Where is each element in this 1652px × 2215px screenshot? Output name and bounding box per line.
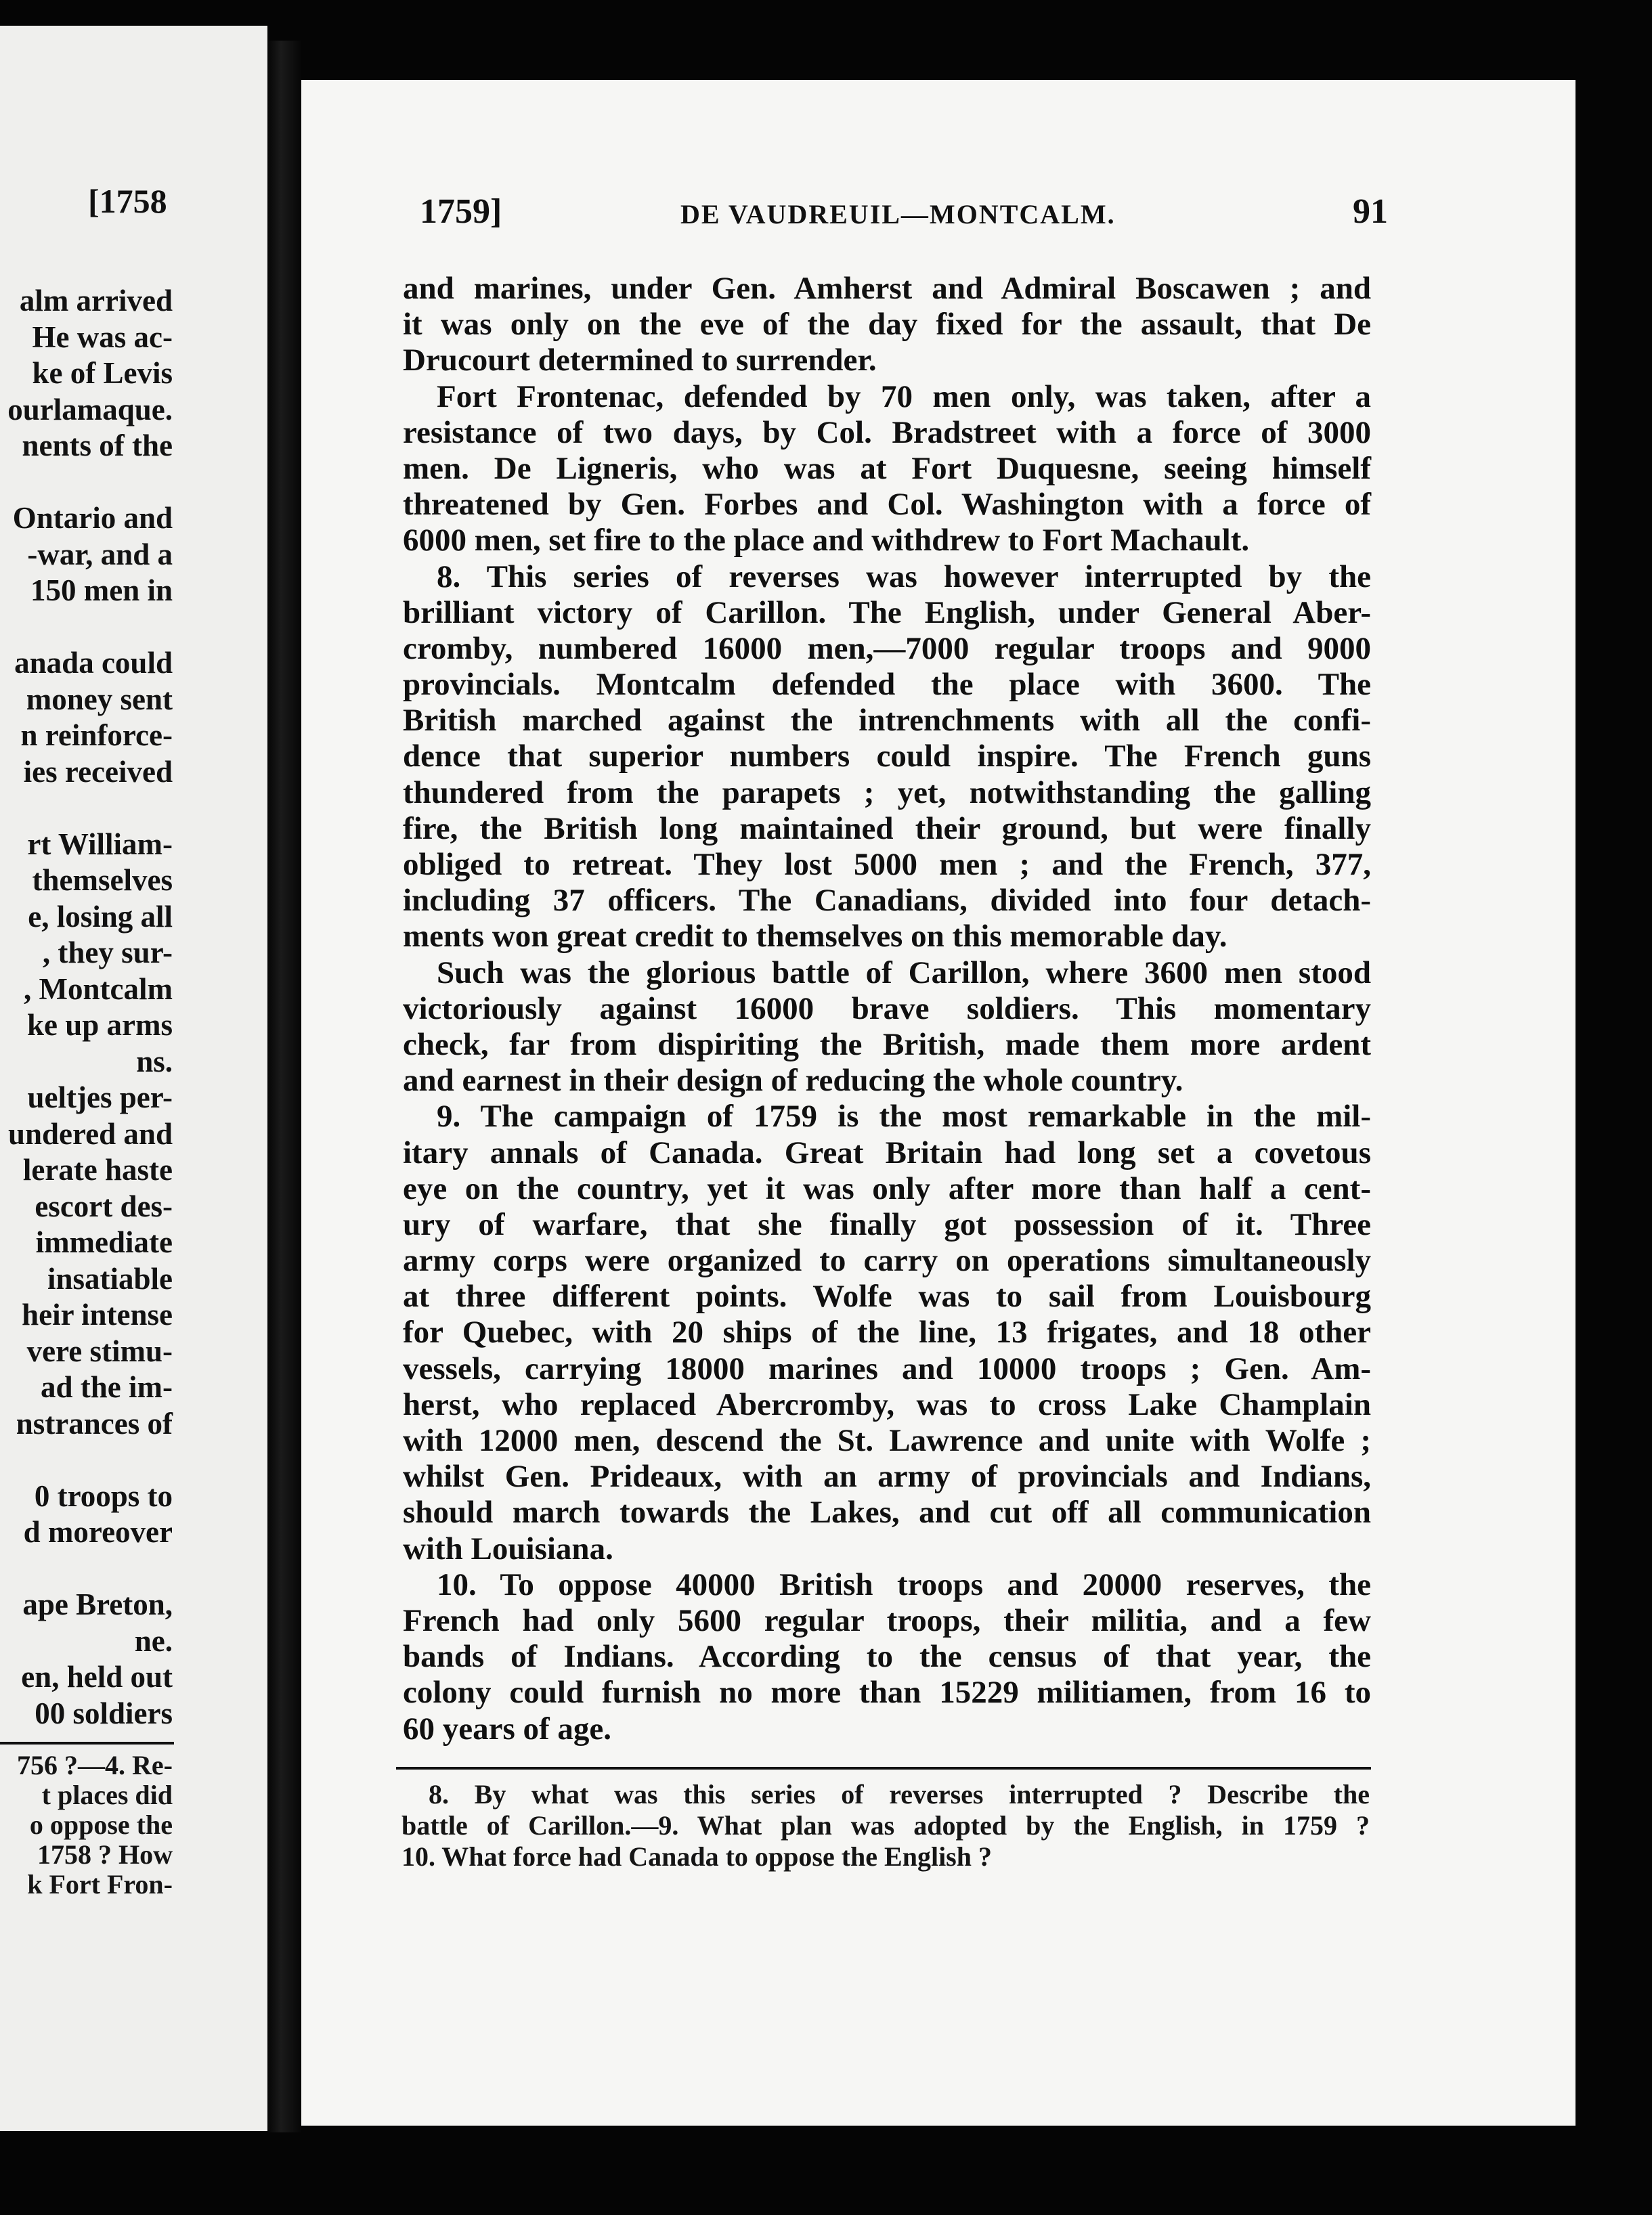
text-line: dence that superior numbers could inspire. The French guns [403,739,1371,774]
previous-page-line: en, held out [21,1660,173,1694]
text-line: herst, who replaced Abercromby, was to cross Lake Champlain [403,1386,1371,1422]
text-line: check, far from dispiriting the British, made them more ardent [403,1026,1371,1062]
question-line: battle of Carillon.—9. What plan was adopted by the English, in 1759 ? [401,1810,1370,1841]
running-head-title: DE VAUDREUIL—MONTCALM. [680,199,1116,229]
previous-page-line [0,1551,173,1587]
previous-page-line [0,464,173,501]
previous-page-line: 150 men in [30,573,173,607]
previous-page-line: lerate haste [22,1153,173,1187]
previous-page-line: nstrances of [16,1406,173,1441]
text-line: Such was the glorious battle of Carillon, where 3600 men stood [437,955,1371,990]
question-line: 10. What force had Canada to oppose the English ? [401,1841,992,1872]
text-line: at three different points. Wolfe was to sail from Louisbourg [403,1279,1371,1315]
review-questions [401,1779,1370,1872]
text-line: 8. This series of reverses was however interrupted by the [437,558,1371,594]
previous-page-line: d moreover [23,1515,173,1549]
previous-page-question-line: o oppose the [29,1810,173,1840]
text-line: ments won great credit to themselves on this memorable day. [403,919,1227,955]
previous-page-line: e, losing all [28,899,173,934]
previous-page-line: heir intense [22,1298,173,1332]
previous-page-line [0,609,173,646]
previous-page-line: nents of the [22,429,173,462]
text-line: army corps were organized to carry on operations simultaneously [403,1243,1371,1279]
previous-page-line: undered and [7,1116,173,1151]
text-line: victoriously against 16000 brave soldiers. This momentary [403,990,1371,1026]
text-line: with Louisiana. [403,1531,613,1566]
previous-page-line: immediate [35,1225,173,1259]
previous-page-question-line: t places did [41,1780,173,1810]
question-line: 8. By what was this series of reverses interrupted ? Describe the [429,1779,1370,1810]
previous-page-fragment [0,26,267,2131]
page-number: 91 [1353,192,1388,231]
text-line: 9. The campaign of 1759 is the most remarkable in the mil- [437,1099,1371,1135]
text-line: cromby, numbered 16000 men,—7000 regular troops and 9000 [403,630,1371,666]
text-line: with 12000 men, descend the St. Lawrence and unite with Wolfe ; [403,1423,1371,1458]
previous-page-line: ne. [134,1623,173,1658]
previous-page-line: ies received [23,754,173,789]
book-gutter [267,41,301,2132]
text-line: itary annals of Canada. Great Britain had long set a covetous [403,1135,1371,1170]
previous-page-line: ourlamaque. [7,392,173,426]
previous-page-line: ad the im- [41,1370,173,1404]
previous-page-line: ke up arms [26,1008,173,1042]
previous-page-line: rt William- [27,827,173,861]
previous-page-questions [0,1751,173,1900]
previous-page-line: ueltjes per- [27,1080,173,1114]
text-line: British marched against the intrenchments with all the confi- [403,703,1371,739]
previous-page-question-line: 1758 ? How [37,1839,173,1870]
text-line: men. De Ligneris, who was at Fort Duquesne, seeing himself [403,450,1371,486]
previous-page-line: He was ac- [32,320,173,354]
text-line: should march towards the Lakes, and cut off all communication [403,1495,1371,1531]
body-text [403,271,1371,1747]
previous-page-line: , Montcalm [24,971,173,1006]
previous-page-line: insatiable [47,1261,173,1296]
previous-page-header: [1758 [88,182,167,220]
text-line: and marines, under Gen. Amherst and Admiral Boscawen ; and [403,271,1371,306]
previous-page-line: ke of Levis [32,356,173,390]
text-line: 10. To oppose 40000 British troops and 20000 reserves, the [437,1566,1371,1602]
previous-page-line: money sent [26,682,173,716]
previous-page-line: ape Breton, [22,1587,173,1621]
text-line: Fort Frontenac, defended by 70 men only, was taken, after a [437,378,1371,414]
previous-page-question-line: 756 ?—4. Re- [17,1750,173,1780]
text-line: brilliant victory of Carillon. The English, under General Aber- [403,594,1371,630]
text-line: vessels, carrying 18000 marines and 10000 troops ; Gen. Am- [403,1351,1371,1386]
previous-page-line: alm arrived [19,284,173,317]
previous-page-line: 00 soldiers [35,1696,173,1730]
previous-page-line: vere stimu- [26,1334,173,1368]
text-line: Drucourt determined to surrender. [403,343,877,378]
text-line: threatened by Gen. Forbes and Col. Washington with a force of [403,487,1371,523]
text-line: whilst Gen. Prideaux, with an army of provincials and Indians, [403,1459,1371,1495]
previous-page-footnote-rule [0,1742,174,1745]
text-line: eye on the country, yet it was only after more than half a cent- [403,1170,1371,1206]
text-line: French had only 5600 regular troops, their militia, and a few [403,1602,1371,1638]
previous-page-line: 0 troops to [34,1478,173,1513]
running-head-year: 1759] [420,192,502,231]
text-line: for Quebec, with 20 ships of the line, 13 frigates, and 18 other [403,1315,1371,1351]
previous-page-line: -war, and a [27,537,173,571]
previous-page-question-line: k Fort Fron- [27,1869,173,1900]
previous-page-text [0,283,173,1732]
previous-page-line: n reinforce- [20,718,173,752]
text-line: provincials. Montcalm defended the place with 3600. The [403,667,1371,703]
previous-page-line: Ontario and [12,501,173,535]
book-page [301,80,1575,2126]
previous-page-line: , they sur- [42,936,173,969]
previous-page-line: escort des- [35,1189,173,1223]
previous-page-line: ns. [136,1044,173,1078]
footnote-rule [396,1767,1371,1770]
text-line: it was only on the eve of the day fixed for the assault, that De [403,307,1371,343]
previous-page-line: anada could [14,646,173,680]
text-line: thundered from the parapets ; yet, notwithstanding the galling [403,774,1371,810]
text-line: obliged to retreat. They lost 5000 men ; and the French, 377, [403,847,1371,882]
running-head [420,192,1388,239]
text-line: ury of warfare, that she finally got possession of it. Three [403,1206,1371,1242]
text-line: including 37 officers. The Canadians, divided into four detach- [403,883,1371,919]
text-line: fire, the British long maintained their ground, but were finally [403,810,1371,846]
text-line: and earnest in their design of reducing the whole country. [403,1063,1183,1099]
previous-page-line [0,790,173,827]
text-line: 60 years of age. [403,1711,612,1747]
previous-page-line: themselves [32,863,173,897]
previous-page-line [0,1442,173,1478]
text-line: 6000 men, set fire to the place and withdrew to Fort Machault. [403,523,1250,558]
text-line: resistance of two days, by Col. Bradstreet with a force of 3000 [403,414,1371,450]
text-line: bands of Indians. According to the census of that year, the [403,1639,1371,1675]
text-line: colony could furnish no more than 15229 militiamen, from 16 to [403,1675,1371,1711]
